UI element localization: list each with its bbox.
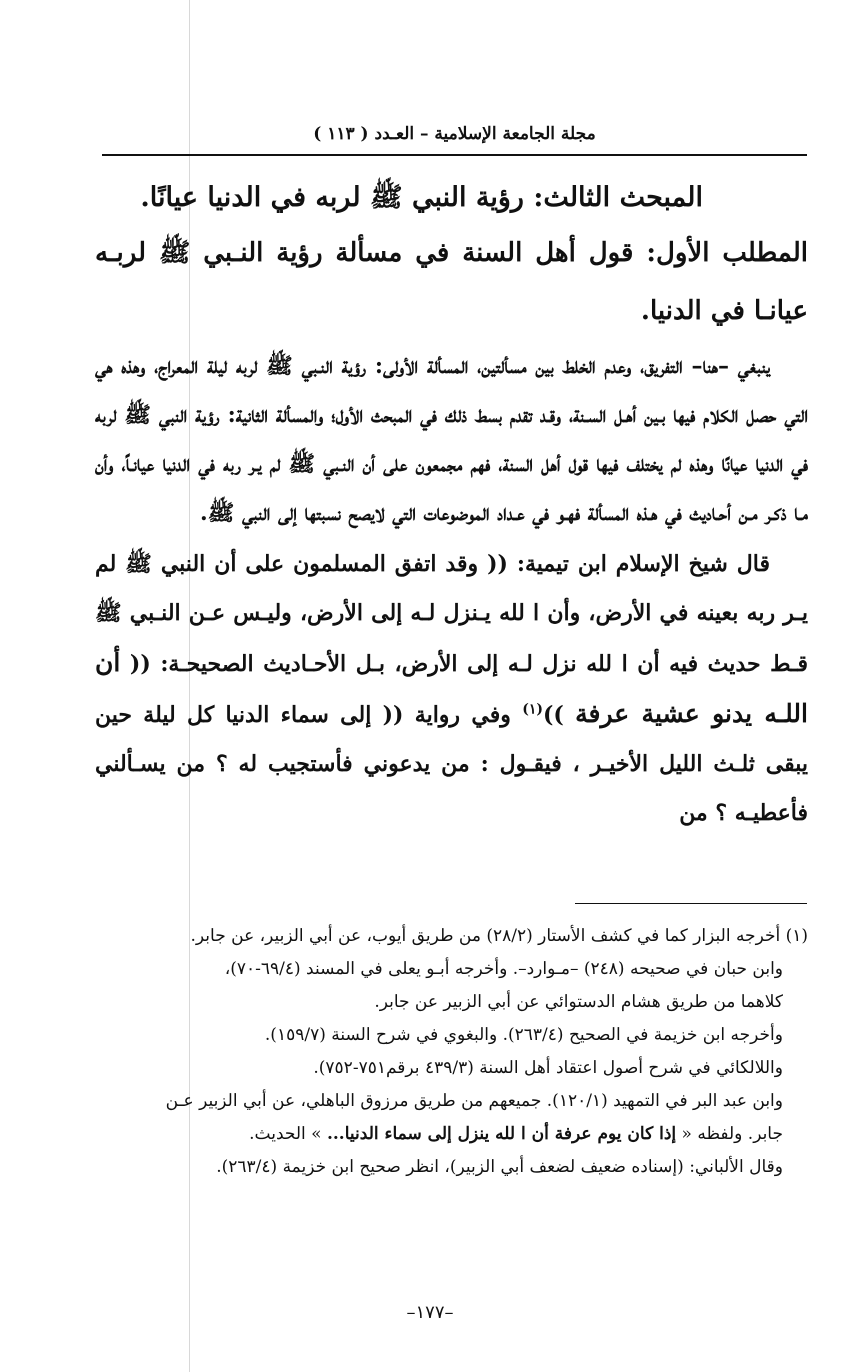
footnote-line	[102, 1118, 808, 1151]
page-number: –١٧٧–	[406, 1302, 454, 1323]
footnote-text: » الحديث.	[249, 1124, 322, 1144]
paragraph-1: ينبغي –هنا– التفريق، وعدم الخلط بين مسألتين، المسألة الأولى: رؤية النـبي ﷺ لربه ليلة المعراج، وهذه هي التي حصل الكلام فيها بـين أهـل السـنة، وقـد تقدم بسط ذلك في المبحث الأول؛ والمسألة الثانية: رؤية النبي ﷺ لربه في الدنيا عيانًا وهذه لم يختلف فيها قول أهل السنة، فهم مجمعون على أن النـبي ﷺ لم يـر ربه في الدنيا عيانـاً، وأن مـا ذكـر مـن أحـاديث في هـذه المسألة فهـو في عـداد الموضوعات التي لايصح نسبتها إلى النبي ﷺ.	[95, 353, 808, 526]
footnote-hadith: إذا كان يوم عرفة أن ا لله ينزل إلى سماء الدنيا...	[326, 1124, 677, 1144]
quote-intro: قال شيخ الإسلام ابن تيمية: (( وقد اتفق المسلمون على أن النبي ﷺ لم يـر ربه بعينه في الأرض، وأن ا لله يـنزل لـه إلى الأرض، وليـس عـن النـبي ﷺ قـط حديث فيه أن ا لله نزل لـه إلى الأرض، بـل الأحـاديث الصحيحـة: ((	[95, 551, 808, 677]
hadith-quote: أن اللـه يدنو عشية عرفة	[95, 648, 808, 728]
footnote-separator	[575, 903, 807, 904]
footnotes	[102, 920, 808, 1184]
footnote-line: وابن عبد البر في التمهيد (١٢٠/١). جميعهم من طريق مرزوق الباهلي، عن أبي الزبير عـن	[165, 1091, 783, 1111]
running-header: مجلة الجامعة الإسلامية – العـدد ( ١١٣ )	[313, 124, 596, 144]
paragraph-2	[95, 540, 808, 838]
footnote-marker[interactable]: (١)	[522, 701, 543, 718]
footnote-line: وأخرجه ابن خزيمة في الصحيح (٢٦٣/٤). والبغوي في شرح السنة (١٥٩/٧).	[264, 1025, 783, 1045]
quote-close: ))	[542, 702, 564, 728]
footnote-text: جابر. ولفظه «	[681, 1124, 783, 1144]
footnote-line: وابن حبان في صحيحه (٢٤٨) –مـوارد–. وأخرجه أبـو يعلى في المسند (٦٩/٤-٧٠)،	[224, 959, 783, 979]
section-heading: المبحث الثالث: رؤية النبي ﷺ لربه في الدنيا عيانًا.	[140, 182, 703, 213]
footnote-line: (١) أخرجه البزار كما في كشف الأستار (٢٨/٢) من طريق أيوب، عن أبي الزبير، عن جابر.	[190, 926, 808, 946]
footnote-line: وقال الألباني: (إسناده ضعيف لضعف أبي الزبير)، انظر صحيح ابن خزيمة (٢٦٣/٤).	[216, 1157, 783, 1177]
main-text	[95, 172, 808, 838]
footnote-line: كلاهما من طريق هشام الدستوائي عن أبي الزبير عن جابر.	[374, 992, 783, 1012]
quote-continuation: وفي رواية (( إلى سماء الدنيا كل ليلة حين يبقى ثلـث الليل الأخيـر ، فيقـول : من يدعوني فأستجيب له ؟ من يسـألني فأعطيـه ؟ من	[95, 702, 808, 826]
footnote-line: واللالكائي في شرح أصول اعتقاد أهل السنة (٤٣٩/٣ برقم٧٥١-٧٥٢).	[313, 1058, 783, 1078]
header-rule	[102, 154, 807, 156]
subsection-heading: المطلب الأول: قول أهل السنة في مسألة رؤية النـبي ﷺ لربـه عيانـا في الدنيا.	[95, 238, 808, 326]
